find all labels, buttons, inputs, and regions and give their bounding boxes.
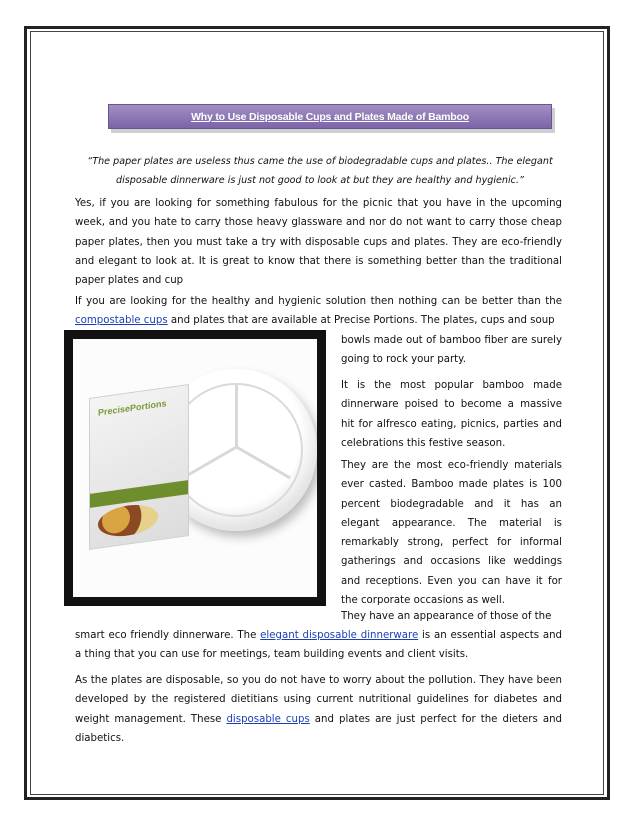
disposable-cups-link[interactable]: disposable cups xyxy=(226,713,310,725)
page-title: Why to Use Disposable Cups and Plates Made of Bamboo xyxy=(191,110,469,123)
plate-divider xyxy=(235,385,238,447)
package-food-image xyxy=(98,501,158,539)
paragraph-1: Yes, if you are looking for something fabulous for the picnic that you have in the upcoming week, and you hate to carry those heavy glassware and nor do not want to carry those cheap paper plates, then you must take a try with disposable cups and plates. They are eco-friendly and elegant to look at. It is great to know that there is something better than the traditional paper plates and cup xyxy=(75,198,562,287)
paragraph-2-text-a: If you are looking for the healthy and hygienic solution then nothing can be better than the xyxy=(75,296,562,307)
paragraph-5 xyxy=(75,671,562,748)
side-paragraph-3: They are the most eco-friendly materials ever casted. Bamboo made plates is 100 percent biodegradable and it has an elegant appearance. The material is remarkably strong, perfect for informal gatherings and occasions like weddings and receptions. Even you can have it for the corporate occasions as well. xyxy=(341,460,562,607)
photo-canvas xyxy=(73,339,317,597)
paragraph-2 xyxy=(75,292,562,331)
compostable-cups-link[interactable]: compostable cups xyxy=(75,315,168,327)
package-stripe xyxy=(90,480,188,508)
intro-quote: “The paper plates are useless thus came the use of biodegradable cups and plates.. The elegant disposable dinnerware is just not good to look at but they are healthy and hygienic.” xyxy=(87,156,553,186)
side-paragraph-2: It is the most popular bamboo made dinnerware poised to become a massive hit for alfresco eating, picnics, parties and celebrations this festive season. xyxy=(341,380,562,449)
paragraph-2-text-b: and plates that are available at Precise Portions. The plates, cups and soup xyxy=(167,315,555,327)
title-banner xyxy=(108,104,552,129)
paragraph-4-text-a: smart eco friendly dinnerware. The xyxy=(75,630,261,641)
product-package-image xyxy=(89,384,189,550)
paragraph-5-text-b: and plates are just perfect for the dieters and diabetics. xyxy=(75,713,562,744)
paragraph-4-text-b: is an essential aspects and a thing that you can use for meetings, team building events and client visits. xyxy=(75,630,562,661)
paragraph-4 xyxy=(75,626,562,665)
paragraph-5-text-a: As the plates are disposable, so you do not have to worry about the pollution. They have been developed by the registered dietitians using current nutritional guidelines for diabetes and weight management. These xyxy=(75,675,562,725)
product-photo xyxy=(64,330,326,606)
side-paragraph-1: bowls made out of bamboo fiber are surely going to rock your party. xyxy=(341,335,562,366)
paragraph-4-first-line: They have an appearance of those of the xyxy=(341,611,552,622)
elegant-disposable-dinnerware-link[interactable]: elegant disposable dinnerware xyxy=(260,630,419,641)
package-brand-logo: PrecisePortions xyxy=(98,398,167,418)
